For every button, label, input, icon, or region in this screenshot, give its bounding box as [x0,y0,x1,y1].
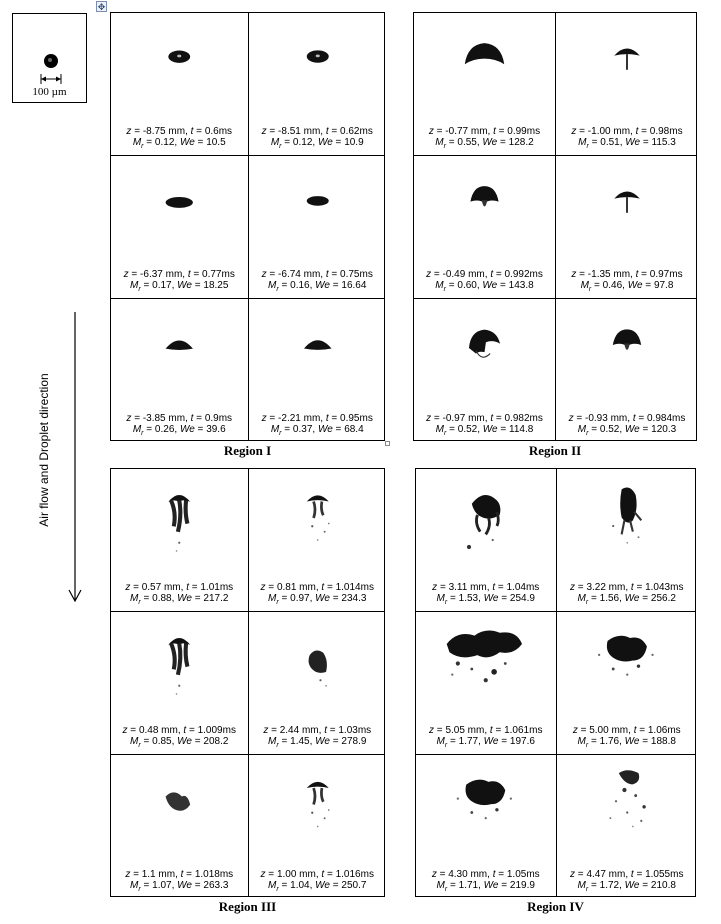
m-value: 0.52 [457,424,478,435]
caption-line-1: z = 3.22 mm, t = 1.043ms [570,582,684,593]
we-value: 10.9 [344,137,364,148]
droplet-frame [416,469,557,612]
caption-line-1: z = -0.93 mm, t = 0.984ms [568,413,686,424]
reference-droplet [44,54,58,68]
z-value: 4.30 [448,869,468,880]
caption-line-1: z = 5.05 mm, t = 1.061ms [429,725,543,736]
t-value: 0.99 [507,126,527,137]
z-value: 0.57 [141,582,162,593]
caption-line-1: z = 3.11 mm, t = 1.04ms [432,582,540,593]
frame-caption [111,126,248,152]
m-value: 1.56 [599,593,620,604]
frame-caption [556,269,697,295]
z-value: -6.74 [278,269,301,280]
caption-line-1: z = -3.85 mm, t = 0.9ms [126,413,233,424]
z-value: -1.00 [587,126,611,137]
down-arrow-icon [68,312,82,602]
we-value: 114.8 [509,424,534,435]
caption-line-2: $M_r = 1.07$, We = 263.3 [130,880,229,893]
frame-caption [416,582,556,608]
caption-line-2: $M_r = 0.85$, We = 208.2 [130,736,229,749]
resize-handle[interactable] [385,441,390,446]
we-value: 197.6 [509,736,535,747]
z-value: -0.49 [442,269,466,280]
z-value: -0.93 [585,413,608,424]
droplet-frame [111,469,249,612]
droplet-frame [416,755,557,897]
m-value: 0.88 [152,593,172,604]
caption-line-1: z = -0.49 mm, t = 0.992ms [426,269,543,280]
region-4-title: Region IV [527,899,584,914]
droplet-frame [556,156,697,299]
t-value: 1.016 [335,869,361,880]
frame-caption [249,869,386,895]
we-value: 10.5 [206,137,226,148]
droplet-frame [414,299,556,441]
caption-line-2: $M_r = 0.26$, We = 39.6 [132,424,226,437]
droplet-frame [249,156,386,299]
caption-line-1: z = -8.75 mm, t = 0.6ms [126,126,233,137]
frame-caption [249,126,386,152]
t-value: 0.6 [204,126,219,137]
frame-caption [414,126,555,152]
caption-line-1: z = 0.57 mm, t = 1.01ms [125,582,234,593]
frame-caption [249,269,386,295]
z-value: -0.77 [445,126,469,137]
m-value: 1.45 [290,736,310,747]
t-value: 0.77 [202,269,222,280]
frame-caption [414,413,555,439]
frame-caption [556,413,697,439]
we-value: 234.3 [341,593,367,604]
t-value: 1.055 [645,869,671,880]
move-handle-icon[interactable]: ✥ [97,2,106,12]
caption-line-2: $M_r = 1.77$, We = 197.6 [436,736,535,749]
caption-line-2: $M_r = 1.76$, We = 188.8 [577,736,676,749]
caption-line-2: $M_r = 0.55$, We = 128.2 [435,137,534,150]
m-value: 0.26 [154,424,175,435]
caption-line-2: $M_r = 0.52$, We = 120.3 [577,424,677,437]
t-value: 0.75 [340,269,360,280]
z-value: 2.44 [279,725,300,736]
frame-caption [556,126,697,152]
we-value: 115.3 [651,137,676,148]
caption-line-2: $M_r = 0.60$, We = 143.8 [435,280,534,293]
z-value: 5.00 [589,725,609,736]
t-value: 1.01 [200,582,220,593]
t-value: 0.62 [340,126,360,137]
z-value: 3.11 [448,582,468,593]
t-value: 0.98 [649,126,670,137]
we-value: 18.25 [203,280,229,291]
caption-line-2: $M_r = 0.52$, We = 114.8 [435,424,534,437]
we-value: 208.2 [203,736,229,747]
droplet-frame [414,13,556,156]
frame-caption [111,725,248,751]
caption-line-1: z = 1.00 mm, t = 1.016ms [260,869,374,880]
m-value: 0.46 [602,280,623,291]
t-value: 1.03 [338,725,358,736]
frame-caption [557,725,697,751]
z-value: -3.85 [142,413,166,424]
caption-line-1: z = 4.30 mm, t = 1.05ms [431,869,540,880]
z-value: 4.47 [586,869,606,880]
z-value: 5.05 [445,725,465,736]
z-value: 0.48 [138,725,159,736]
caption-line-2: $M_r = 0.97$, We = 234.3 [268,593,367,606]
we-value: 128.2 [508,137,534,148]
caption-line-2: $M_r = 1.72$, We = 210.8 [577,880,676,893]
m-value: 1.04 [290,880,310,891]
z-value: -0.97 [442,413,466,424]
t-value: 1.061 [504,725,530,736]
region-2-panel [413,12,697,441]
z-value: -1.35 [587,269,611,280]
caption-line-1: z = 0.81 mm, t = 1.014ms [260,582,374,593]
we-value: 254.9 [509,593,535,604]
caption-line-1: z = 2.44 mm, t = 1.03ms [263,725,372,736]
z-value: 0.81 [276,582,297,593]
region-1-title: Region I [223,443,272,458]
t-value: 1.05 [506,869,527,880]
caption-line-1: z = 5.00 mm, t = 1.06ms [572,725,681,736]
caption-line-1: z = -0.97 mm, t = 0.982ms [426,413,543,424]
scale-reference [12,13,87,103]
z-value: -2.21 [278,413,301,424]
droplet-frame [416,612,557,755]
caption-line-2: $M_r = 0.12$, We = 10.9 [270,137,364,150]
we-value: 16.64 [341,280,367,291]
flow-direction-label: Air flow and Droplet direction [37,373,51,527]
m-value: 0.55 [457,137,477,148]
caption-line-1: z = 1.1 mm, t = 1.018ms [125,869,234,880]
m-value: 0.17 [152,280,172,291]
droplet-frame [249,612,386,755]
t-value: 0.982 [504,413,530,424]
t-value: 0.97 [649,269,670,280]
droplet-frame [557,469,697,612]
droplet-frame [414,156,556,299]
we-value: 120.3 [651,424,677,435]
region-2-title: Region II [528,443,582,458]
m-value: 0.51 [600,137,620,148]
caption-line-2: $M_r = 1.45$, We = 278.9 [268,736,367,749]
m-value: 0.52 [599,424,620,435]
frame-caption [249,582,386,608]
we-value: 263.3 [203,880,229,891]
caption-line-2: $M_r = 1.53$, We = 254.9 [436,593,535,606]
we-value: 256.2 [650,593,676,604]
z-value: -6.37 [140,269,163,280]
we-value: 250.7 [341,880,367,891]
we-value: 68.4 [344,424,364,435]
m-value: 1.76 [599,736,620,747]
t-value: 0.9 [204,413,219,424]
caption-line-1: z = -0.77 mm, t = 0.99ms [428,126,541,137]
frame-caption [414,269,555,295]
caption-line-2: $M_r = 0.51$, We = 115.3 [578,137,676,150]
droplet-frame [249,469,386,612]
t-value: 0.95 [340,413,360,424]
scale-label: 100 µm [32,86,67,98]
t-value: 1.06 [647,725,668,736]
we-value: 219.9 [509,880,535,891]
caption-line-2: $M_r = 1.04$, We = 250.7 [268,880,367,893]
caption-line-2: $M_r = 0.37$, We = 68.4 [270,424,364,437]
m-value: 0.12 [292,137,313,148]
frame-caption [111,869,248,895]
droplet-frame [556,299,697,441]
m-value: 0.97 [290,593,310,604]
t-value: 1.043 [645,582,671,593]
droplet-frame [111,612,249,755]
we-value: 39.6 [206,424,226,435]
caption-line-1: z = 4.47 mm, t = 1.055ms [570,869,684,880]
caption-line-2: $M_r = 1.56$, We = 256.2 [577,593,676,606]
droplet-frame [111,13,249,156]
we-value: 210.8 [650,880,676,891]
we-value: 143.8 [508,280,534,291]
droplet-frame [249,755,386,897]
region-3-panel [110,468,385,897]
t-value: 1.009 [197,725,223,736]
droplet-frame [249,13,386,156]
frame-caption [416,725,556,751]
caption-line-1: z = -1.00 mm, t = 0.98ms [571,126,683,137]
droplet-frame [111,156,249,299]
t-value: 1.04 [506,582,526,593]
z-value: -8.75 [142,126,166,137]
scale-bar-arrows-icon [39,74,63,84]
caption-line-1: z = 0.48 mm, t = 1.009ms [122,725,236,736]
m-value: 1.53 [458,593,479,604]
region-3-title: Region III [218,899,277,914]
caption-line-1: z = -2.21 mm, t = 0.95ms [261,413,373,424]
droplet-frame [111,755,249,897]
m-value: 0.85 [152,736,172,747]
z-value: -8.51 [278,126,301,137]
t-value: 0.992 [504,269,530,280]
m-value: 0.12 [154,137,175,148]
t-value: 0.984 [647,413,673,424]
m-value: 1.77 [458,736,479,747]
frame-caption [111,269,248,295]
region-1-panel [110,12,385,441]
caption-line-1: z = -8.51 mm, t = 0.62ms [261,126,373,137]
frame-caption [416,869,556,895]
caption-line-2: $M_r = 0.12$, We = 10.5 [132,137,226,150]
caption-line-1: z = -1.35 mm, t = 0.97ms [571,269,683,280]
t-value: 1.018 [194,869,220,880]
m-value: 0.16 [290,280,310,291]
m-value: 1.07 [152,880,172,891]
caption-line-1: z = -6.37 mm, t = 0.77ms [123,269,235,280]
frame-caption [249,725,386,751]
we-value: 217.2 [203,593,229,604]
frame-caption [111,582,248,608]
caption-line-2: $M_r = 1.71$, We = 219.9 [436,880,535,893]
z-value: 3.22 [586,582,606,593]
droplet-frame [557,755,697,897]
frame-caption [111,413,248,439]
m-value: 0.37 [292,424,313,435]
caption-line-2: $M_r = 0.88$, We = 217.2 [130,593,229,606]
m-value: 1.71 [458,880,479,891]
caption-line-2: $M_r = 0.17$, We = 18.25 [130,280,229,293]
m-value: 0.60 [457,280,477,291]
we-value: 278.9 [341,736,367,747]
frame-caption [557,869,697,895]
frame-caption [249,413,386,439]
we-value: 97.8 [653,280,674,291]
caption-line-1: z = -6.74 mm, t = 0.75ms [261,269,373,280]
m-value: 1.72 [599,880,620,891]
region-4-panel [415,468,696,897]
frame-caption [557,582,697,608]
droplet-frame [556,13,697,156]
z-value: 1.1 [141,869,156,880]
t-value: 1.014 [335,582,361,593]
z-value: 1.00 [276,869,297,880]
droplet-frame [249,299,386,441]
droplet-frame [111,299,249,441]
we-value: 188.8 [650,736,676,747]
droplet-frame [557,612,697,755]
caption-line-2: $M_r = 0.16$, We = 16.64 [268,280,367,293]
caption-line-2: $M_r = 0.46$, We = 97.8 [580,280,674,293]
